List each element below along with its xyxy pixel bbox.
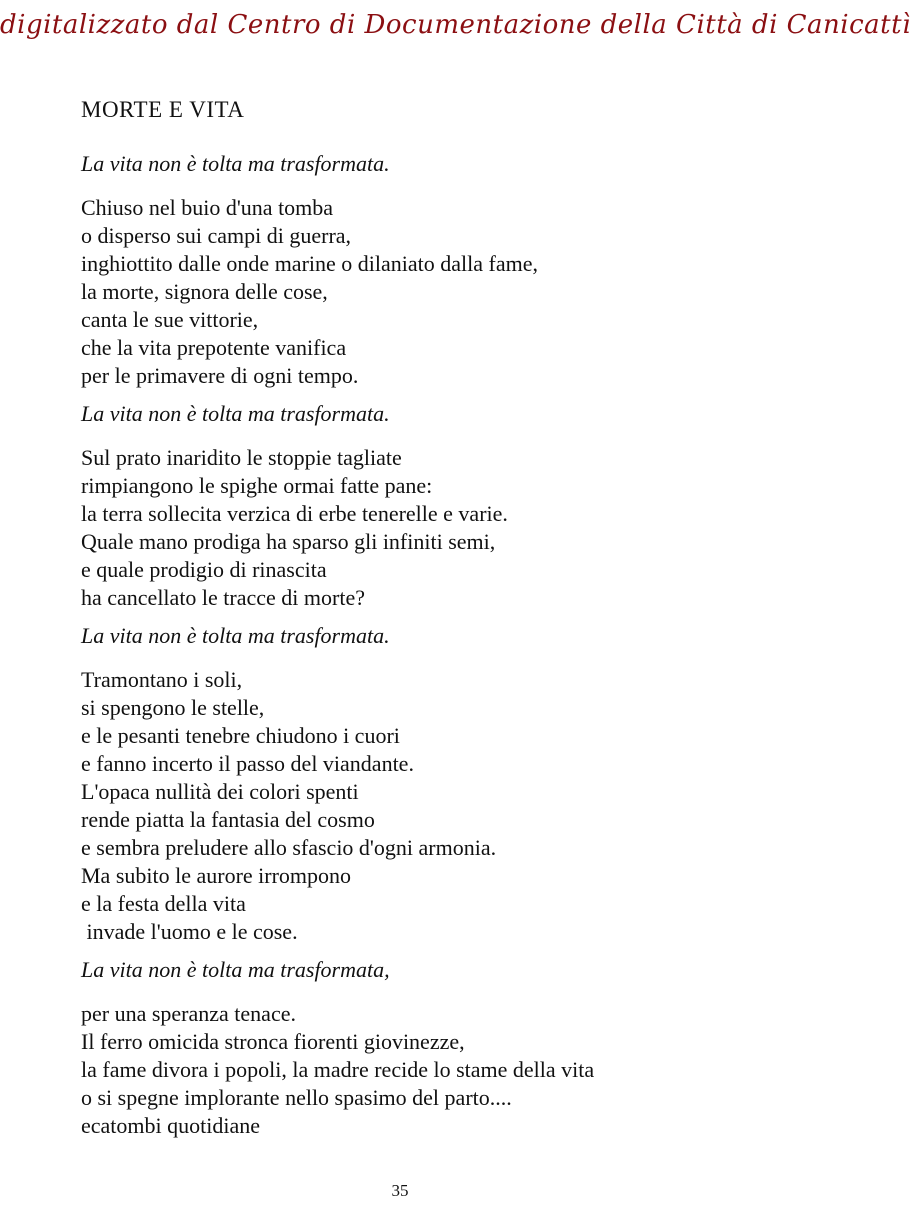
verse-line: per le primavere di ogni tempo. <box>81 363 359 388</box>
digitization-watermark: digitalizzato dal Centro di Documentazione della Città di Canicattì <box>0 10 911 40</box>
stanza-1 <box>81 194 781 390</box>
verse-line: canta le sue vittorie, <box>81 307 259 332</box>
refrain-2: La vita non è tolta ma trasformata. <box>81 401 390 426</box>
verse-line: invade l'uomo e le cose. <box>81 919 298 944</box>
verse-line: o disperso sui campi di guerra, <box>81 223 352 248</box>
verse-line: la terra sollecita verzica di erbe tenerelle e varie. <box>81 501 508 526</box>
refrain-1: La vita non è tolta ma trasformata. <box>81 151 390 176</box>
verse-line: Tramontano i soli, <box>81 667 243 692</box>
verse-line: la morte, signora delle cose, <box>81 279 328 304</box>
verse-line: e sembra preludere allo sfascio d'ogni armonia. <box>81 835 497 860</box>
verse-line: la fame divora i popoli, la madre recide lo stame della vita <box>81 1057 595 1082</box>
verse-line: e le pesanti tenebre chiudono i cuori <box>81 723 400 748</box>
poem-title: MORTE E VITA <box>81 97 245 122</box>
verse-line: e la festa della vita <box>81 891 246 916</box>
page-number: 35 <box>391 1181 409 1200</box>
verse-line: per una speranza tenace. <box>81 1001 296 1026</box>
verse-line: inghiottito dalle onde marine o dilaniato dalla fame, <box>81 251 538 276</box>
verse-line: Sul prato inaridito le stoppie tagliate <box>81 445 402 470</box>
verse-line: ecatombi quotidiane <box>81 1113 260 1138</box>
verse-line: Chiuso nel buio d'una tomba <box>81 195 334 220</box>
refrain-4: La vita non è tolta ma trasformata, <box>81 957 390 982</box>
verse-line: o si spegne implorante nello spasimo del parto.... <box>81 1085 512 1110</box>
refrain-3: La vita non è tolta ma trasformata. <box>81 623 390 648</box>
stanza-3 <box>81 666 781 946</box>
verse-line: Quale mano prodiga ha sparso gli infiniti semi, <box>81 529 496 554</box>
verse-line: Il ferro omicida stronca fiorenti giovinezze, <box>81 1029 465 1054</box>
verse-line: L'opaca nullità dei colori spenti <box>81 779 359 804</box>
poem-page <box>81 96 781 1150</box>
verse-line: Ma subito le aurore irrompono <box>81 863 352 888</box>
verse-line: e quale prodigio di rinascita <box>81 557 327 582</box>
stanza-2 <box>81 444 781 612</box>
verse-line: e fanno incerto il passo del viandante. <box>81 751 414 776</box>
verse-line: rimpiangono le spighe ormai fatte pane: <box>81 473 433 498</box>
verse-line: ha cancellato le tracce di morte? <box>81 585 365 610</box>
verse-line: rende piatta la fantasia del cosmo <box>81 807 375 832</box>
verse-line: si spengono le stelle, <box>81 695 265 720</box>
verse-line: che la vita prepotente vanifica <box>81 335 347 360</box>
stanza-4 <box>81 1000 781 1140</box>
